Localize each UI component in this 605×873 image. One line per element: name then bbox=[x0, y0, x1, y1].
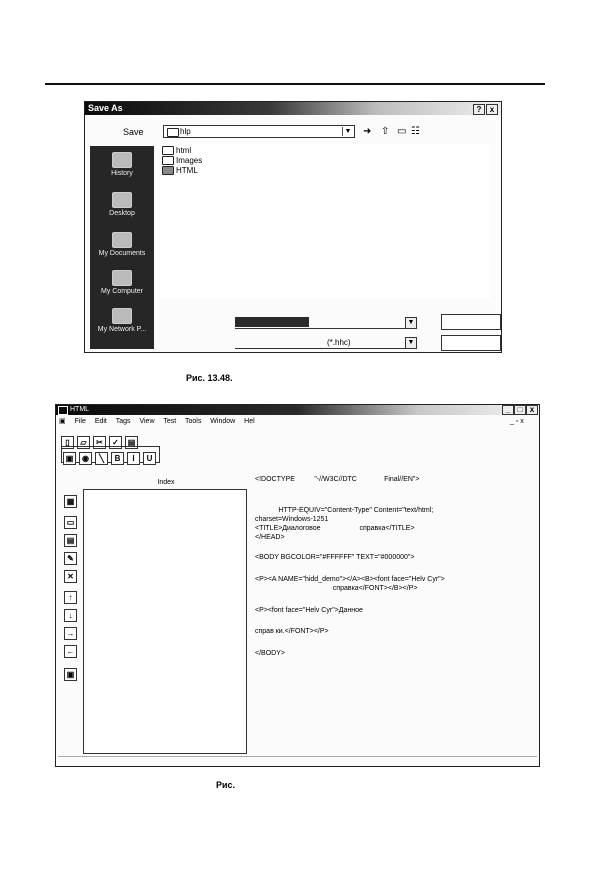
preview-icon[interactable]: ◉ bbox=[79, 452, 92, 465]
doc-icon: ▣ bbox=[59, 418, 66, 425]
menu-help[interactable]: Hel bbox=[244, 418, 255, 425]
back-arrow-icon[interactable]: ➜ bbox=[363, 126, 372, 137]
documents-icon bbox=[112, 232, 132, 248]
toolbar-top bbox=[61, 432, 160, 466]
chevron-down-icon[interactable]: ▼ bbox=[342, 127, 353, 136]
save-in-combo[interactable] bbox=[163, 125, 355, 138]
list-item[interactable]: html bbox=[162, 146, 191, 156]
chevron-down-icon[interactable]: ▼ bbox=[405, 317, 417, 329]
folder-icon bbox=[167, 128, 179, 137]
code-line: <P><A NAME="hidd_demo"></A><B><font face="Helv Cyr"> bbox=[255, 576, 445, 583]
maximize-button[interactable]: □ bbox=[514, 405, 526, 415]
place-my-computer[interactable]: My Computer bbox=[90, 270, 154, 295]
cut-icon[interactable]: ✂ bbox=[93, 436, 106, 449]
list-item[interactable]: HTML bbox=[162, 166, 198, 176]
code-line: <!DOCTYPE "-//W3C//DTC Final//EN"> bbox=[255, 476, 420, 483]
folder-icon bbox=[162, 146, 174, 155]
html-editor-window bbox=[55, 404, 540, 767]
code-line: справ ки.</FONT></P> bbox=[255, 628, 329, 635]
chevron-down-icon[interactable]: ▼ bbox=[405, 337, 417, 349]
open-file-icon[interactable]: ▱ bbox=[77, 436, 90, 449]
figure-caption: Рис. 13.48. bbox=[186, 373, 233, 383]
code-line: </BODY> bbox=[255, 650, 285, 657]
place-desktop[interactable]: Desktop bbox=[90, 192, 154, 217]
spell-check-icon[interactable]: ✓ bbox=[109, 436, 122, 449]
code-line: </HEAD> bbox=[255, 534, 285, 541]
network-icon bbox=[112, 308, 132, 324]
page-rule bbox=[45, 83, 545, 85]
code-editor[interactable] bbox=[255, 475, 535, 760]
code-line: <P><font face="Helv Cyr">Данное bbox=[255, 607, 363, 614]
file-type-value: (*.hhc) bbox=[327, 338, 351, 347]
menu-window[interactable]: Window bbox=[210, 418, 236, 425]
current-folder: hlp bbox=[180, 127, 191, 136]
save-button[interactable] bbox=[441, 314, 501, 330]
move-down-icon[interactable]: ↓ bbox=[64, 609, 77, 622]
dialog-title: Save As bbox=[88, 103, 123, 113]
italic-icon[interactable]: I bbox=[127, 452, 140, 465]
contents-icon[interactable]: ▦ bbox=[64, 495, 77, 508]
view-menu-icon[interactable]: ☷ bbox=[411, 126, 420, 137]
dialog-title-bar bbox=[85, 102, 501, 115]
help-button[interactable]: ? bbox=[473, 104, 485, 115]
file-name-selection bbox=[235, 317, 309, 327]
bold-icon[interactable]: B bbox=[111, 452, 124, 465]
place-history[interactable]: History bbox=[90, 152, 154, 177]
save-as-dialog bbox=[84, 101, 502, 353]
up-folder-icon[interactable]: ⇧ bbox=[381, 126, 390, 137]
menu-tools[interactable]: Tools bbox=[185, 418, 202, 425]
app-icon bbox=[58, 406, 68, 415]
print-icon[interactable]: ▤ bbox=[125, 436, 138, 449]
code-line: HTTP-EQUIV="Content-Type" Content="text/html; bbox=[255, 507, 434, 514]
menu-test[interactable]: Test bbox=[163, 418, 177, 425]
indent-icon[interactable]: → bbox=[64, 627, 77, 640]
move-up-icon[interactable]: ↑ bbox=[64, 591, 77, 604]
file-icon bbox=[162, 166, 174, 175]
page-icon[interactable]: ▤ bbox=[64, 534, 77, 547]
side-toolbar bbox=[64, 495, 78, 686]
menu-tags[interactable]: Tags bbox=[115, 418, 131, 425]
save-in-label: Save bbox=[123, 127, 144, 137]
list-item[interactable]: Images bbox=[162, 156, 202, 166]
computer-icon bbox=[112, 270, 132, 286]
window-title: HTML bbox=[70, 406, 90, 413]
menu-bar bbox=[56, 416, 539, 428]
mdi-buttons[interactable]: _ ▫ x bbox=[510, 418, 524, 425]
index-pane[interactable] bbox=[83, 479, 247, 754]
folder-icon[interactable]: ▭ bbox=[64, 516, 77, 529]
menu-edit[interactable]: Edit bbox=[94, 418, 107, 425]
window-title-bar bbox=[56, 405, 539, 415]
menu-view[interactable]: View bbox=[139, 418, 155, 425]
file-type-select[interactable] bbox=[235, 337, 415, 349]
close-button[interactable]: x bbox=[526, 405, 538, 415]
delete-icon[interactable]: ✕ bbox=[64, 570, 77, 583]
code-line: <BODY BGCOLOR="#FFFFFF" TEXT="#000000"> bbox=[255, 554, 415, 561]
index-tab[interactable]: Index bbox=[157, 479, 175, 486]
new-folder-icon[interactable]: ▭ bbox=[397, 126, 407, 137]
underline-icon[interactable]: U bbox=[143, 452, 156, 465]
close-button[interactable]: x bbox=[486, 104, 498, 115]
place-my-network[interactable]: My Network P... bbox=[90, 308, 154, 333]
figure-caption: Рис. bbox=[216, 780, 236, 790]
code-line: charset=Windows-1251 bbox=[255, 516, 329, 523]
file-name-field[interactable] bbox=[235, 317, 415, 329]
save-icon[interactable]: ▣ bbox=[63, 452, 76, 465]
history-icon bbox=[112, 152, 132, 168]
brush-icon[interactable]: ╲ bbox=[95, 452, 108, 465]
edit-icon[interactable]: ✎ bbox=[64, 552, 77, 565]
minimize-button[interactable]: _ bbox=[502, 405, 514, 415]
file-list bbox=[160, 144, 490, 299]
desktop-icon bbox=[112, 192, 132, 208]
menu-file[interactable]: File bbox=[74, 418, 86, 425]
outdent-icon[interactable]: ← bbox=[64, 645, 77, 658]
folder-icon bbox=[162, 156, 174, 165]
place-my-documents[interactable]: My Documents bbox=[90, 232, 154, 257]
code-line: <TITLE>Диалоговое справка</TITLE> bbox=[255, 525, 415, 532]
new-file-icon[interactable]: ▯ bbox=[61, 436, 74, 449]
properties-icon[interactable]: ▣ bbox=[64, 668, 77, 681]
code-line: справка</FONT></B></P> bbox=[255, 585, 418, 592]
places-bar bbox=[90, 146, 154, 349]
cancel-button[interactable] bbox=[441, 335, 501, 351]
status-bar bbox=[58, 756, 537, 766]
